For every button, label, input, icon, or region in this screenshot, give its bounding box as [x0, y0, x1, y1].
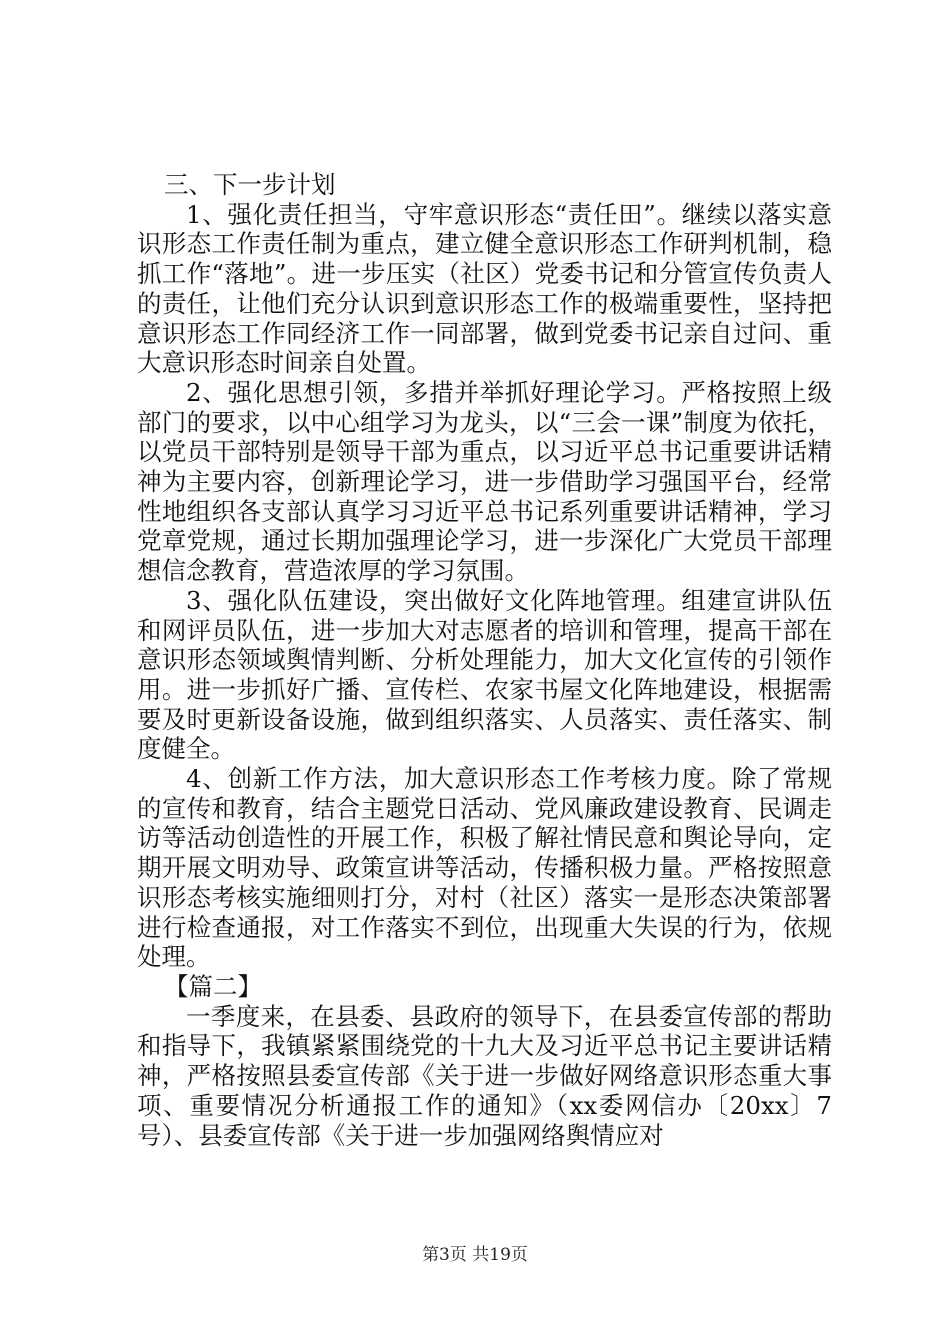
paragraph-intro: 一季度来，在县委、县政府的领导下，在县委宣传部的帮助和指导下，我镇紧紧围绕党的十九大及习近平总书记主要讲话精神，严格按照县委宣传部《关于进一步做好网络意识形态重大事项、重要情况分析通报工作的通知》（xx委网信办〔20xx〕7号）、县委宣传部《关于进一步加强网络舆情应对 — [137, 1001, 832, 1150]
section-heading: 三、下一步计划 — [164, 170, 336, 199]
page-number-footer: 第3页 共19页 — [422, 1245, 528, 1265]
paragraph-item-1: 1、强化责任担当，守牢意识形态“责任田”。继续以落实意识形态工作责任制为重点，建立健全意识形态工作研判机制，稳抓工作“落地”。进一步压实（社区）党委书记和分管宣传负责人的责任，让他们充分认识到意识形态工作的极端重要性，坚持把意识形态工作同经济工作一同部署，做到党委书记亲自过问、重大意识形态时间亲自处置。 — [137, 199, 832, 378]
chapter-heading: 【篇二】 — [164, 971, 262, 1001]
document-body — [137, 170, 832, 1150]
paragraph-item-4: 4、创新工作方法，加大意识形态工作考核力度。除了常规的宣传和教育，结合主题党日活动、党风廉政建设教育、民调走访等活动创造性的开展工作，积极了解社情民意和舆论导向，定期开展文明劝导、政策宣讲等活动，传播积极力量。严格按照意识形态考核实施细则打分，对村（社区）落实一是形态决策部署进行检查通报，对工作落实不到位，出现重大失误的行为，依规处理。 — [137, 764, 832, 972]
paragraph-item-3: 3、强化队伍建设，突出做好文化阵地管理。组建宣讲队伍和网评员队伍，进一步加大对志愿者的培训和管理，提高干部在意识形态领域舆情判断、分析处理能力，加大文化宣传的引领作用。进一步抓好广播、宣传栏、农家书屋文化阵地建设，根据需要及时更新设备设施，做到组织落实、人员落实、责任落实、制度健全。 — [137, 585, 832, 764]
paragraph-item-2: 2、强化思想引领，多措并举抓好理论学习。严格按照上级部门的要求，以中心组学习为龙头，以“三会一课”制度为依托，以党员干部特别是领导干部为重点，以习近平总书记重要讲话精神为主要内容，创新理论学习，进一步借助学习强国平台，经常性地组织各支部认真学习习近平总书记系列重要讲话精神，学习党章党规，通过长期加强理论学习，进一步深化广大党员干部理想信念教育，营造浓厚的学习氛围。 — [137, 377, 832, 586]
